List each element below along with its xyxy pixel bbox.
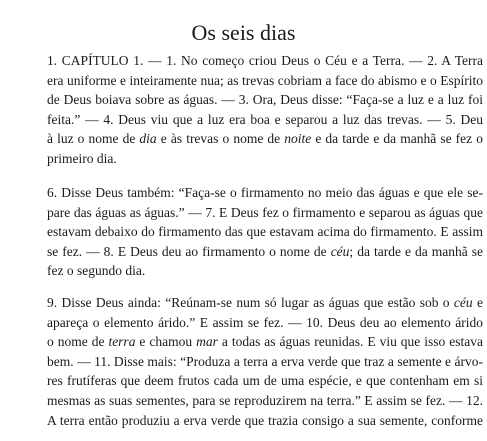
text-run: apareça o elemento árido.” E assim se fez. — 10. Deus deu ao elemento árido [47,314,483,330]
text-run: de Deus boiava sobre as águas. — 3. Ora, Deus disse: “Faça-se a luz e a luz foi [47,92,483,108]
italic-word: céu [330,243,350,259]
text-run: 6. Disse Deus também: “Faça-se o firmamento no meio das águas e que ele se- [47,185,483,200]
text-line [47,352,483,372]
text-line [47,203,483,223]
italic-word: noite [284,131,312,147]
text-line [47,371,483,391]
text-line [47,129,483,149]
text-run: feita.” — 4. Deus viu que a luz era boa e separou a luz das trevas. — 5. Deu [47,111,483,127]
text-run: A terra então produziu a erva verde que trazia consigo a sua semente, conforme [47,412,483,428]
text-run: se fez. — 8. E Deus deu ao firmamento o nome de [47,243,331,259]
italic-word: céu [453,295,473,310]
text-run: e às trevas o nome de [156,131,285,147]
italic-word: terra [108,334,136,350]
text-line [47,149,483,169]
text-run: fez o segundo dia. [47,263,146,279]
paragraph-2 [47,183,483,281]
text-run: primeiro dia. [47,150,117,166]
text-line [47,183,483,203]
text-line [47,242,483,262]
text-run: 1. CAPÍTULO 1. — 1. No começo criou Deus o Céu e a Terra. — 2. A Terra [47,53,483,68]
italic-word: dia [139,131,157,147]
text-line [47,51,483,71]
text-run: estavam debaixo do firmamento das que estavam acima do firmamento. E assim [47,224,483,240]
paragraph-1 [47,51,483,169]
text-line [47,110,483,130]
italic-word: mar [196,334,218,350]
page-title: Os seis dias [191,19,296,45]
text-run: pare das águas as águas.” — 7. E Deus fez o firmamento e separou as águas que [47,204,483,220]
text-run: a todas as águas reunidas. E viu que isso estava [217,334,483,350]
text-line [47,391,483,411]
text-run: o nome de [47,334,109,350]
text-line [47,90,483,110]
text-run: e da tarde e da manhã se fez o [311,131,483,147]
text-line [47,71,483,91]
text-run: mesmas as suas sementes, para se reproduzirem na terra.” E assim se fez. — 12. [47,392,483,408]
text-line [47,313,483,333]
text-line [47,411,483,431]
text-run: bem. — 11. Disse mais: “Produza a terra a erva verde que traz a semente e árvo- [47,353,483,369]
text-line [47,261,483,281]
text-run: ; da tarde e da manhã se [349,243,483,259]
paragraph-3 [47,293,483,430]
text-run: res frutíferas que deem frutos cada um de uma espécie, e que contenham em si [47,373,483,389]
text-line [47,222,483,242]
text-run: e [472,295,483,310]
text-run: à luz o nome de [47,131,140,147]
text-run: e chamou [135,334,197,350]
text-line [47,293,483,313]
text-line [47,332,483,352]
text-run: era uniforme e inteiramente nua; as trevas cobriam a face do abismo e o Espírito [47,72,483,88]
text-run: 9. Disse Deus ainda: “Reúnam-se num só lugar as águas que estão sob o [47,295,454,310]
